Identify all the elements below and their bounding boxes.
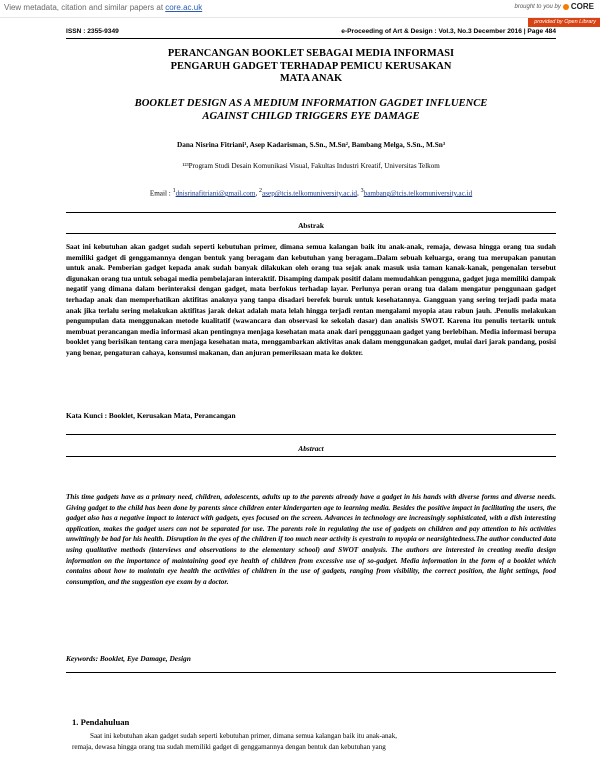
journal-info: e-Proceeding of Art & Design : Vol.3, No.3 December 2016 | Page 484: [341, 28, 556, 35]
issn: ISSN : 2355-9349: [66, 28, 119, 35]
keywords-rule: [66, 672, 556, 673]
email-sup: 3: [360, 188, 364, 194]
section-body-line: remaja, dewasa hingga orang tua sudah memiliki gadget di genggamannya dengan bentuk dan kebutuhan yang: [72, 742, 386, 751]
core-banner: [0, 0, 600, 18]
section-title: 1. Pendahuluan: [72, 717, 130, 727]
authors: Dana Nisrina Fitriani¹, Asep Kadarisman, S.Sn., M.Sn², Bambang Melga, S.Sn., M.Sn³: [176, 140, 446, 149]
header-divider: [66, 38, 556, 39]
email-line: Email : $^1$dnisrinafitriani@gmail.com, $^2$asep@tcis.telkomuniversity.ac.id, $^3$bambang@tcis.telkomuniversity.ac.id: [149, 188, 473, 198]
affiliation: ¹²³Program Studi Desain Komunikasi Visual, Fakultas Industri Kreatif, Universitas Telkom: [182, 162, 440, 170]
title-en-line: BOOKLET DESIGN AS A MEDIUM INFORMATION GAGDET INFLUENCE: [134, 98, 488, 109]
core-brought-label: brought to you by: [514, 3, 561, 10]
core-brand[interactable]: [515, 2, 595, 11]
title-indonesian: [66, 48, 556, 86]
email-link-2[interactable]: asep@tcis.telkomuniversity.ac.id: [262, 189, 358, 198]
abstrak-bottom-rule: [66, 233, 556, 234]
title-en-line: AGAINST CHILGD TRIGGERS EYE DAMAGE: [202, 110, 420, 122]
abstract-heading: Abstract: [298, 444, 324, 453]
core-metadata-label: View metadata, citation and similar papers at: [4, 3, 164, 12]
abstrak-heading: Abstrak: [298, 221, 324, 230]
abstrak-body: Saat ini kebutuhan akan gadget sudah seperti kebutuhan primer, dimana semua kalangan baik itu anak-anak, remaja, dewasa hingga orang tua sudah memiliki gadget di genggamannya dengan bentuk yang beragam dan kebutuhan yang beragam..Dalam sebuah keluarga, orang tua merupakan panutan untuk anak. Pemberian gadget kepada anak sudah banyak dilakukan oleh orang tua sejak anak masuk usia taman kanak-kanak, pengenalan tersebut digunakan orang tua untuk sebagai media pembelajaran interaktif. Disamping dampak positif dalam memudahkan pengguna, gadget juga memiliki dampak negatif yang dimana dalam berinteraksi dengan gadget, mata berfokus terhadap layar. Perlunya peran orang tua dalam mengatur penggunaan gadget terhadap anak dan memperhatikan aktifitas anaknya yang tanpa disadari berefek buruk untuk kesehatannya. Gangguan yang sering terjadi pada mata anak jika terlalu sering melakukan aktifitas jarak dekat adalah mata lelah hingga terjadi rentan mengalami myopia atau rabun jauh. .Penulis melakukan pengumpulan data menggunakan metode kualitatif (wawancara dan observasi ke sekolah dasar) dan analisis SWOT. Karena itu penulis tertarik untuk membuat perancangan media informasi akan pentingnya menjaga kesehatan mata anak dari pengggunaan gadget yang berlebihan. Media informasi berupa booklet yang berisikan tentang cara menjaga kesehatan mata, menggambarkan aktivitas anak dalam menggunakan gadget, mulai dari jarak pandang, posisi yang benar, pengaturan cahaya, konsumsi makanan, dan anjuran pemeriksaan mata ke dokter.: [66, 242, 556, 357]
core-link[interactable]: core.ac.uk: [165, 3, 203, 12]
title-id-line: PENGARUH GADGET TERHADAP PEMICU KERUSAKAN: [170, 60, 452, 72]
title-english: [66, 98, 556, 123]
core-logo: CORE: [570, 2, 594, 11]
abstract-top-rule: [66, 434, 556, 435]
email-sup: 2: [259, 188, 263, 194]
core-logo-icon: [563, 4, 569, 10]
title-id-line: MATA ANAK: [279, 73, 343, 84]
email-link-1[interactable]: dnisrinafitriani@gmail.com: [175, 189, 256, 198]
email-link-3[interactable]: bambang@tcis.telkomuniversity.ac.id: [363, 189, 473, 198]
core-metadata-text: [4, 3, 202, 12]
email-sup: 1: [172, 188, 176, 194]
kata-kunci: Kata Kunci : Booklet, Kerusakan Mata, Perancangan: [66, 411, 236, 420]
email-prefix: Email :: [149, 189, 173, 198]
abstract-bottom-rule: [66, 456, 556, 457]
section-body-line: Saat ini kebutuhan akan gadget sudah seperti kebutuhan primer, dimana semua kalangan baik itu anak-anak,: [90, 732, 398, 740]
journal-header: [66, 28, 556, 37]
title-id-line: PERANCANGAN BOOKLET SEBAGAI MEDIA INFORMASI: [167, 48, 455, 59]
provided-by-badge[interactable]: provided by Open Library: [528, 18, 600, 27]
keywords: Keywords: Booklet, Eye Damage, Design: [66, 654, 191, 663]
abstrak-top-rule: [66, 212, 556, 213]
abstract-body: This time gadgets have as a primary need, children, adolescents, adults up to the parents already have a gadget in his hands with diverse forms and diverse needs. Giving gadget to the child has been done by parents since children enter kindergarten age to learning media. Besides the positive impact in facilitating the users, the gadget also has a negative impact to interact with gadgets, eyes focused on the screen. Advances in technology are increasingly sophisticated, with a dish interesting application, makes the gadget users can not be separated for use. The parents role in regulating the use of gadgets on children and pay attention to his activities unwittingly be bad for his health. Disruption in the eyes of the children if too much near activity is eyestrain to myopia or nearsightedness.The author conducted data using qualitative methods (interviews and observations to the elementary school) and SWOT analysis. The authors are interested in creating media design information on the importance of maintaining good eye health of children from excessive use of so-gadget. Media information in the form of a booklet which contains about how to maintain eye health the activities of children in the use of gadgets, ranging from visibility, the correct position, the light settings, food consumption, and the suggestion eye exam by a doctor.: [66, 493, 556, 586]
